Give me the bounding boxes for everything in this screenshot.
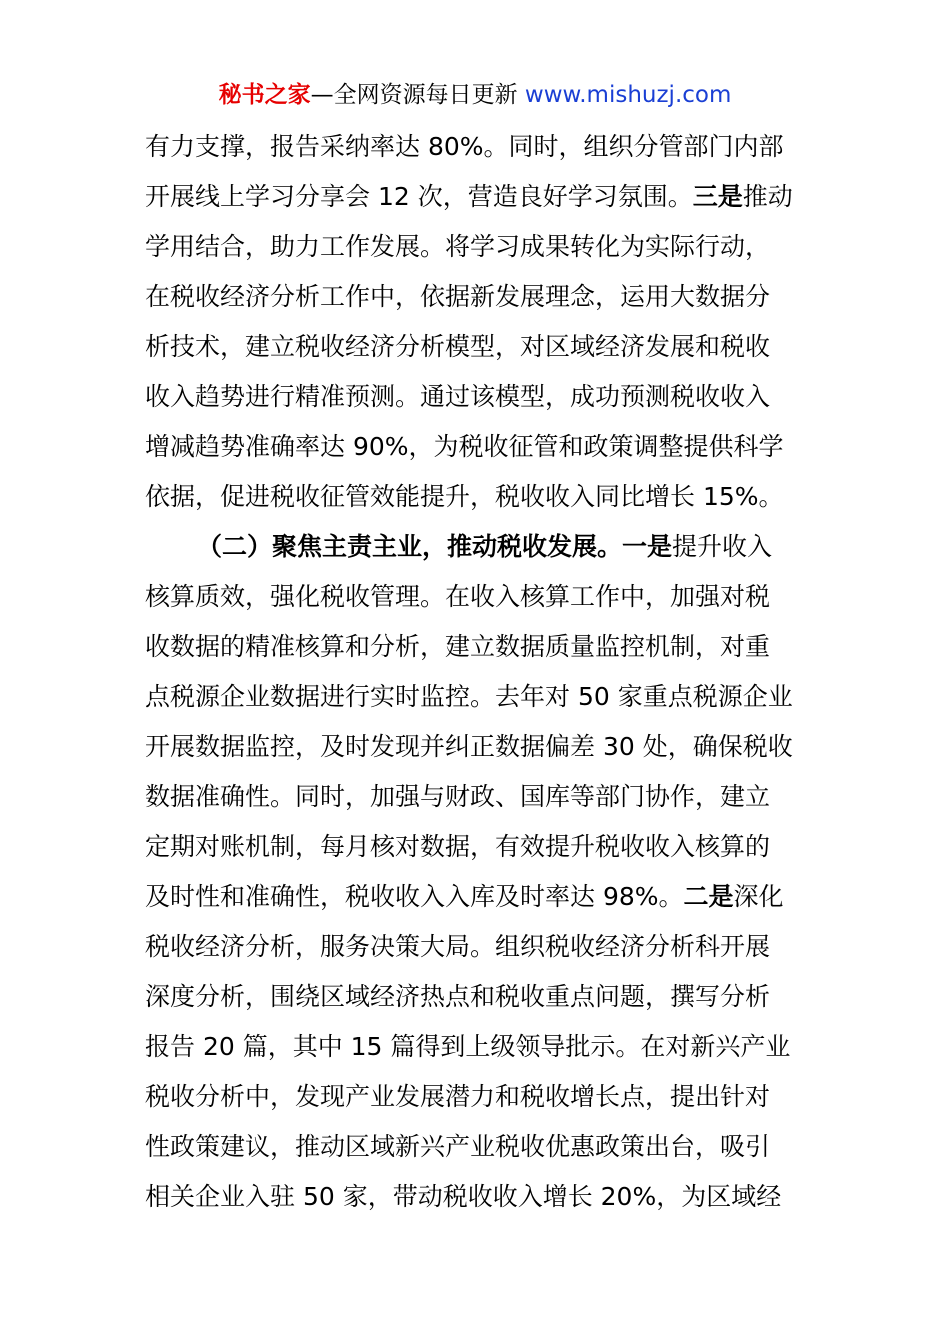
text-line: 相关企业入驻 50 家，带动税收收入增长 20%，为区域经 <box>145 1182 782 1211</box>
text-line: 报告 20 篇，其中 15 篇得到上级领导批示。在对新兴产业 <box>145 1032 791 1061</box>
text-line: 学用结合，助力工作发展。将学习成果转化为实际行动， <box>145 232 771 261</box>
text-line: 数据准确性。同时，加强与财政、国库等部门协作，建立 <box>145 782 771 811</box>
site-brand: 秘书之家 <box>218 82 311 108</box>
section-heading: （二）聚焦主责主业，推动税收发展。一是 <box>197 532 673 561</box>
text-line: 开展数据监控，及时发现并纠正数据偏差 30 处，确保税收 <box>145 732 793 761</box>
text-line: 点税源企业数据进行实时监控。去年对 50 家重点税源企业 <box>145 682 793 711</box>
text-line: 开展线上学习分享会 12 次，营造良好学习氛围。三是推动 <box>145 182 793 211</box>
text-line: 有力支撑，报告采纳率达 80%。同时，组织分管部门内部 <box>145 132 784 161</box>
text-line: 核算质效，强化税收管理。在收入核算工作中，加强对税 <box>145 582 771 611</box>
site-url-link[interactable]: www.mishuzj.com <box>524 82 732 108</box>
bold-heading: 三是 <box>692 182 743 211</box>
text-line: 深度分析，围绕区域经济热点和税收重点问题，撰写分析 <box>145 982 771 1011</box>
site-header <box>0 78 950 112</box>
text-line: 税收分析中，发现产业发展潜力和税收增长点，提出针对 <box>145 1082 771 1111</box>
text-line: 定期对账机制，每月核对数据，有效提升税收收入核算的 <box>145 832 771 861</box>
text-line: 收入趋势进行精准预测。通过该模型，成功预测税收收入 <box>145 382 771 411</box>
text-line: 依据，促进税收征管效能提升，税收收入同比增长 15%。 <box>145 482 784 511</box>
text-line: 性政策建议，推动区域新兴产业税收优惠政策出台，吸引 <box>145 1132 771 1161</box>
document-body <box>145 122 810 1222</box>
text-line: 及时性和准确性，税收收入入库及时率达 98%。二是深化 <box>145 882 784 911</box>
bold-heading: 二是 <box>683 882 734 911</box>
text-line: 收数据的精准核算和分析，建立数据质量监控机制，对重 <box>145 632 771 661</box>
text-line: 增减趋势准确率达 90%，为税收征管和政策调整提供科学 <box>145 432 784 461</box>
section-heading-line: （二）聚焦主责主业，推动税收发展。一是提升收入 <box>197 532 773 561</box>
text-line: 析技术，建立税收经济分析模型，对区域经济发展和税收 <box>145 332 771 361</box>
text-line: 税收经济分析，服务决策大局。组织税收经济分析科开展 <box>145 932 771 961</box>
site-tagline: —全网资源每日更新 <box>310 82 518 108</box>
text-line: 在税收经济分析工作中，依据新发展理念，运用大数据分 <box>145 282 771 311</box>
